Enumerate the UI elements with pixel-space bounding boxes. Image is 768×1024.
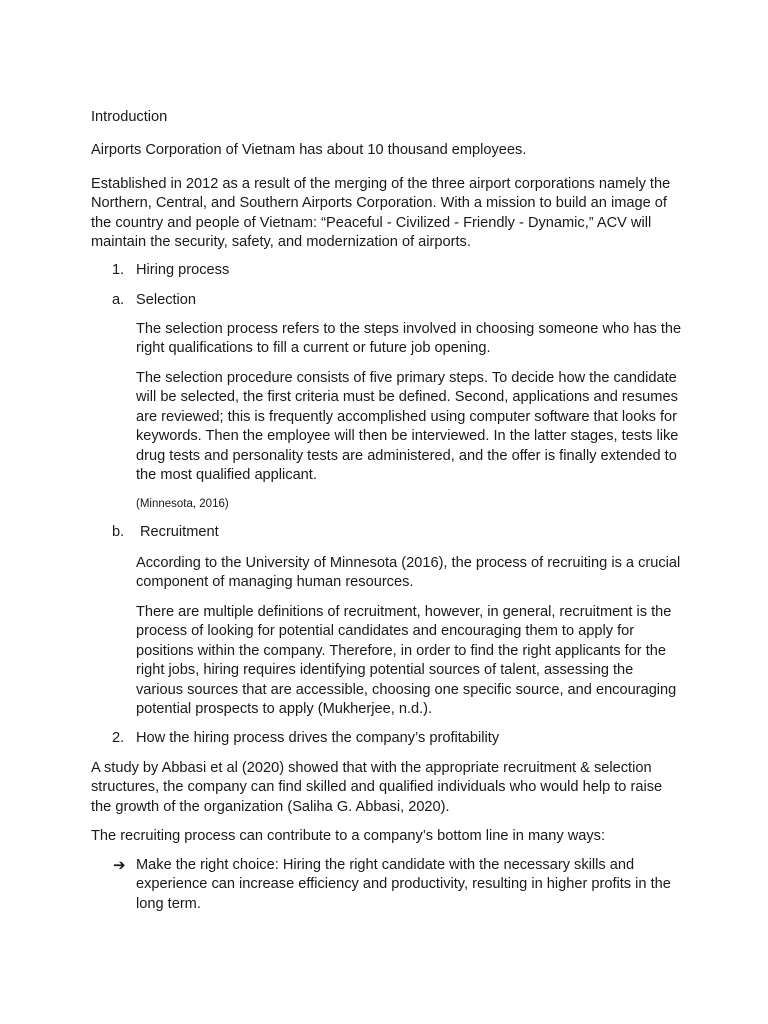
recruitment-paragraph-2: There are multiple definitions of recruitment, however, in general, recruitment is the process of looking for potential candidates and encouraging them to apply for positions within the company. Therefore, in order to find the right applicants for the right jobs, hiring requires identifying potential sources of talent, assessing the various sources that are accessible, choosing one specific source, and encouraging potential prospects to apply (Mukherjee, n.d.).: [136, 604, 677, 718]
list-item-profitability: How the hiring process drives the company’s profitability: [136, 730, 500, 746]
section-heading: Introduction: [91, 109, 168, 125]
list-item-recruitment: Recruitment: [140, 524, 219, 540]
study-paragraph: A study by Abbasi et al (2020) showed that with the appropriate recruitment & selection structures, the company can find skilled and qualified individuals who would help to raise the growth of the organization (Saliha G. Abbasi, 2020).: [91, 760, 663, 815]
list-marker-a: a.: [112, 292, 125, 308]
established-paragraph: Established in 2012 as a result of the merging of the three airport corporations namely the Northern, Central, and Southern Airports Corporation. With a mission to build an image of the country and people of Vietnam: “Peaceful - Civilized - Friendly - Dynamic,” ACV will maintain the security, safety, and modernization of airports.: [91, 176, 671, 251]
bullet-make-right-choice: Make the right choice: Hiring the right candidate with the necessary skills and experience can increase efficiency and productivity, resulting in higher profits in the long term.: [136, 857, 671, 912]
list-marker-b: b.: [112, 524, 125, 540]
list-marker-1: 1.: [112, 262, 125, 278]
list-item-selection: Selection: [136, 292, 197, 308]
arrow-bullet-icon: ➔: [113, 857, 126, 874]
selection-paragraph-1: The selection process refers to the steps involved in choosing someone who has the right qualifications to fill a current or future job opening.: [136, 321, 682, 357]
selection-paragraph-2: The selection procedure consists of five primary steps. To decide how the candidate will be selected, the first criteria must be defined. Second, applications and resumes are reviewed; this is frequently accomplished using computer software that looks for keywords. Then the employee will then be interviewed. In the latter stages, tests like drug tests and personality tests are administered, and the offer is finally extended to the most qualified applicant.: [136, 370, 679, 484]
selection-citation: (Minnesota, 2016): [136, 498, 229, 510]
list-item-hiring-process: Hiring process: [136, 262, 230, 278]
bottom-line-paragraph: The recruiting process can contribute to a company’s bottom line in many ways:: [91, 828, 606, 844]
recruitment-paragraph-1: According to the University of Minnesota (2016), the process of recruiting is a crucial component of managing human resources.: [136, 555, 681, 591]
list-marker-2: 2.: [112, 730, 125, 746]
intro-line: Airports Corporation of Vietnam has about 10 thousand employees.: [91, 142, 527, 158]
